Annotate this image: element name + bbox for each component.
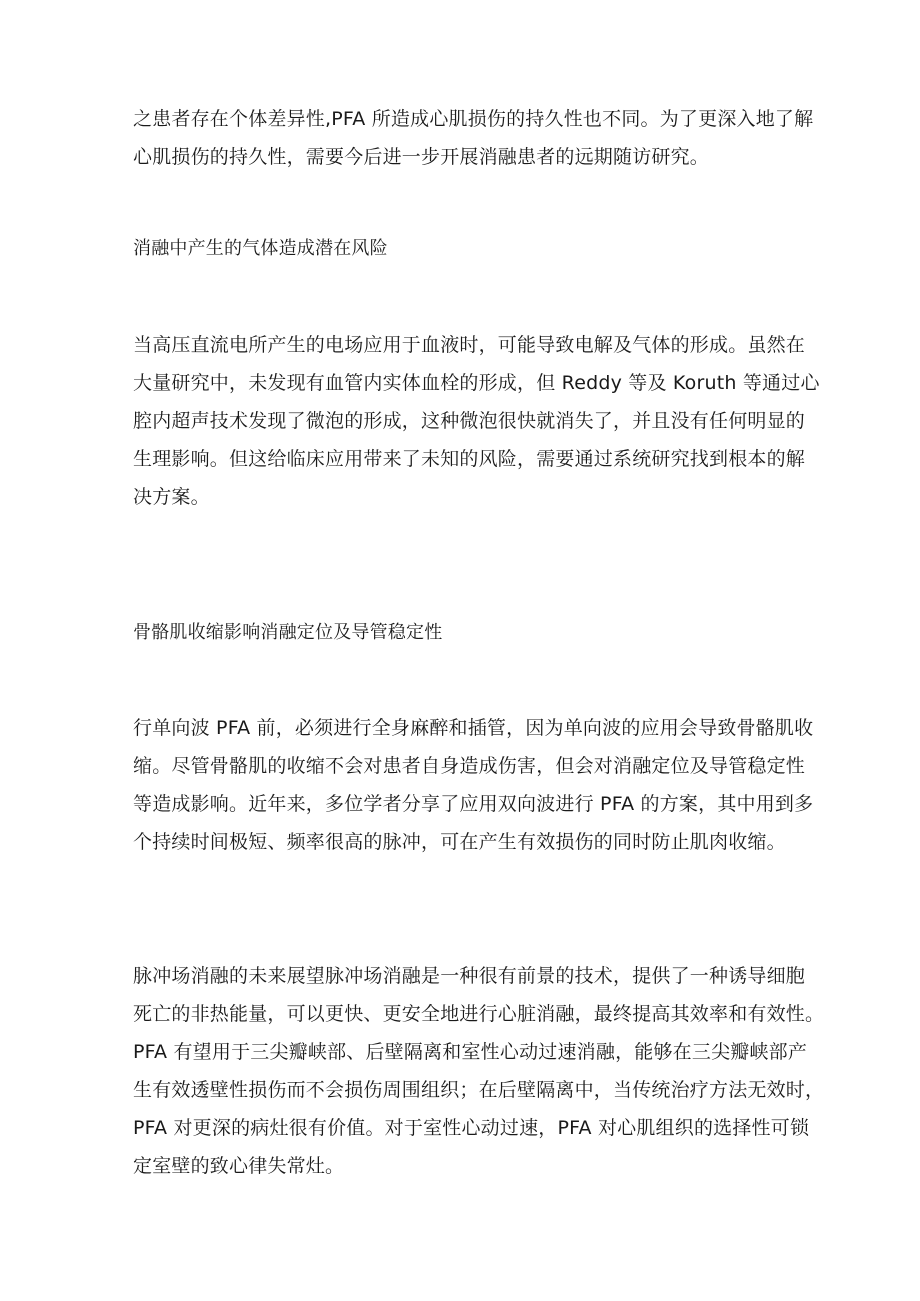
text-line: 大量研究中，未发现有血管内实体血栓的形成，但 Reddy 等及 Koruth 等通过心 [133, 372, 820, 394]
text-line: 脉冲场消融的未来展望脉冲场消融是一种很有前景的技术，提供了一种诱导细胞 [133, 965, 806, 987]
text-line: 死亡的非热能量，可以更快、更安全地进行心脏消融，最终提高其效率和有效性。 [133, 1003, 825, 1025]
text-line: 腔内超声技术发现了微泡的形成，这种微泡很快就消失了，并且没有任何明显的 [133, 410, 806, 432]
text-line: 定室壁的致心律失常灶。 [133, 1155, 345, 1177]
heading-text: 消融中产生的气体造成潜在风险 [133, 238, 388, 259]
text-line: 之患者存在个体差异性,PFA 所造成心肌损伤的持久性也不同。为了更深入地了解 [133, 108, 814, 130]
text-line: PFA 对更深的病灶很有价值。对于室性心动过速，PFA 对心肌组织的选择性可锁 [133, 1117, 810, 1139]
text-line: 当高压直流电所产生的电场应用于血液时，可能导致电解及气体的形成。虽然在 [133, 334, 806, 356]
text-line: 等造成影响。近年来，多位学者分享了应用双向波进行 PFA 的方案，其中用到多 [133, 793, 814, 815]
paragraph-gas-formation [133, 326, 820, 516]
text-line: 生理影响。但这给临床应用带来了未知的风险，需要通过系统研究找到根本的解 [133, 448, 806, 470]
text-line: 个持续时间极短、频率很高的脉冲，可在产生有效损伤的同时防止肌肉收缩。 [133, 831, 786, 853]
paragraph-myocardial-injury-durability [133, 100, 814, 176]
text-line: 生有效透壁性损伤而不会损伤周围组织；在后壁隔离中，当传统治疗方法无效时， [133, 1079, 825, 1101]
heading-text: 骨骼肌收缩影响消融定位及导管稳定性 [133, 622, 443, 643]
section-heading-muscle-contraction [133, 614, 793, 652]
paragraph-future-outlook [133, 957, 825, 1185]
text-line: 心肌损伤的持久性，需要今后进一步开展消融患者的远期随访研究。 [133, 146, 710, 168]
paragraph-muscle-contraction [133, 709, 814, 861]
section-heading-gas-risk [133, 230, 793, 268]
text-line: 决方案。 [133, 486, 210, 508]
text-line: PFA 有望用于三尖瓣峡部、后壁隔离和室性心动过速消融，能够在三尖瓣峡部产 [133, 1041, 808, 1063]
text-line: 行单向波 PFA 前，必须进行全身麻醉和插管，因为单向波的应用会导致骨骼肌收 [133, 717, 814, 739]
text-line: 缩。尽管骨骼肌的收缩不会对患者自身造成伤害，但会对消融定位及导管稳定性 [133, 755, 806, 777]
